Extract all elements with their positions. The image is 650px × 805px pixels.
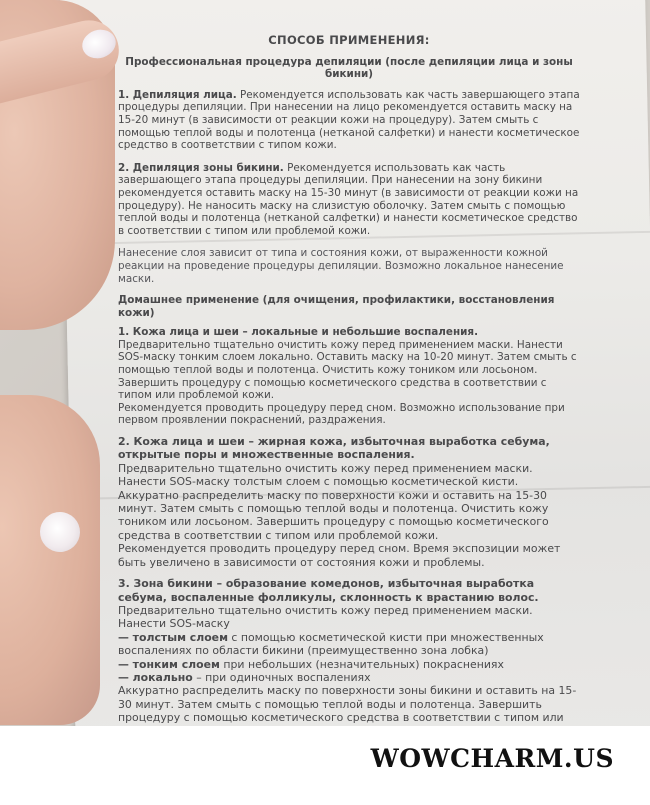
professional-header: Профессиональная процедура депиляции (после депиляции лица и зоны бикини) — [125, 55, 573, 81]
home-item-1-text: Предварительно тщательно очистить кожу перед применением маски. Нанести SOS-маску тонким слоем локально. Оставить маску на 10-20 минут. Затем смыть с помощью теплой воды и полотенца. Очистить кожу тоником или лосьоном. Завершить процедуру с помощью косметического средства в соответствии с типом или проблемой кожи. — [118, 338, 577, 402]
bikini-bullet: — локально – при одиночных воспалениях — [118, 670, 371, 684]
home-item-1-title: 1. Кожа лица и шеи – локальные и небольшие воспаления. — [118, 326, 479, 339]
home-item-2-rec: Рекомендуется проводить процедуру перед сном. Время экспозиции может быть увеличено в зависимости от состояния кожи и проблемы. — [118, 542, 561, 569]
home-header: Домашнее применение (для очищения, профилактики, восстановления кожи) — [118, 294, 555, 319]
bikini-intro: Предварительно тщательно очистить кожу перед применением маски. Нанести SOS-маску — [118, 603, 533, 631]
bikini-bullet: — толстым слоем с помощью косметической кисти при множественных воспалениях по области бикини (преимущественно зона лобка) — [118, 630, 544, 658]
watermark-text: WOWCHARM.US — [370, 744, 614, 773]
home-item-2-text: Предварительно тщательно очистить кожу перед применением маски. Нанести SOS-маску толстым слоем с помощью косметической кисти. Аккуратно распределить маску по поверхности кожи и оставить на 15-30 минут. Затем смыть с помощью теплой воды и полотенца. Очистить кожу тоником или лосьоном. Завершить процедуру с помощью косметического средства в соответствии с типом или проблемой кожи. — [118, 461, 549, 542]
bikini-bullet: — тонким слоем при небольших (незначительных) покраснениях — [118, 657, 504, 671]
leaflet-title: СПОСОБ ПРИМЕНЕНИЯ: — [268, 33, 430, 47]
bikini-text: Аккуратно распределить маску по поверхности зоны бикини и оставить на 15-30 минут. Затем смыть с помощью теплой воды и полотенца. Завершить процедуру с помощью косметического средства в соответствии с типом или — [118, 684, 577, 725]
leaflet-text — [118, 34, 580, 726]
watermark-bar — [0, 726, 650, 805]
home-item-1-rec: Рекомендуется проводить процедуру перед сном. Возможно использование при первом проявлении покраснений, раздражения. — [118, 401, 565, 427]
hand-lower — [0, 395, 100, 725]
bikini-title: 3. Зона бикини – образование комедонов, избыточная выработка себума, воспаленные фолликулы, склонность к врастанию волос. — [118, 577, 539, 604]
prof-item-bikini: 2. Депиляция зоны бикини. Рекомендуется использовать как часть завершающего этапа процедуры депиляции. При нанесении на зону бикини рекомендуется оставить маску на 15-30 минут (в зависимости от реакции кожи на процедуру). Не наносить маску на слизистую оболочку. Затем смыть с помощью теплой воды и полотенца (нетканой салфетки) и нанести косметическое средство в соответствии с типом или проблемой кожи. — [118, 161, 579, 237]
prof-item-face: 1. Депиляция лица. Рекомендуется использовать как часть завершающего этапа процедуры депиляции. При нанесении на лицо рекомендуется оставить маску на 15-20 минут (в зависимости от реакции кожи на процедуру). Затем смыть с помощью теплой воды и полотенца (нетканой салфетки) и нанести косметическое средство в соответствии с типом кожи. — [118, 88, 580, 152]
prof-note: Нанесение слоя зависит от типа и состояния кожи, от выраженности кожной реакции на проведение процедуры депиляции. Возможно локальное нанесение маски. — [118, 247, 564, 285]
home-item-2-title: 2. Кожа лица и шеи – жирная кожа, избыточная выработка себума, открытые поры и множественные воспаления. — [118, 435, 550, 462]
